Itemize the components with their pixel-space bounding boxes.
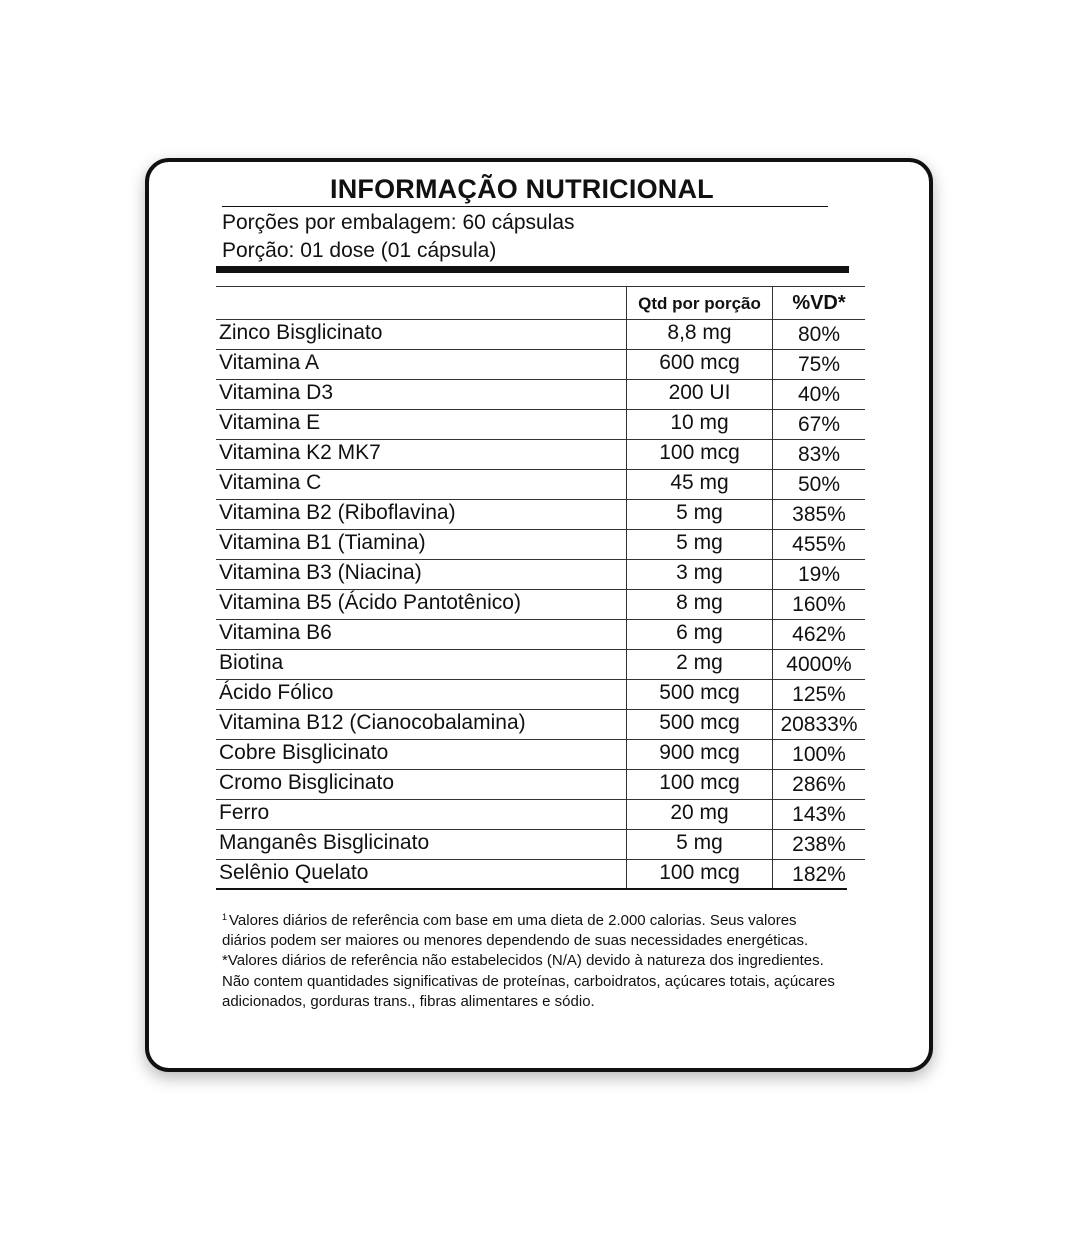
footnote-reference	[222, 907, 842, 951]
column-header-daily-value: %VD*	[792, 292, 846, 314]
table-row	[216, 740, 865, 770]
table-row	[216, 410, 865, 440]
nutrient-name: Vitamina D3	[219, 381, 334, 404]
nutrient-name: Vitamina C	[219, 471, 322, 494]
nutrient-daily-value: 238%	[792, 833, 846, 856]
nutrient-daily-value: 50%	[797, 473, 841, 496]
table-row	[216, 830, 865, 860]
table-row	[216, 530, 865, 560]
nutrient-daily-value: 160%	[792, 593, 846, 616]
nutrient-daily-value: 385%	[792, 503, 846, 526]
nutrient-quantity: 5 mg	[676, 831, 723, 854]
footnotes	[222, 907, 842, 1012]
nutrient-daily-value: 100%	[792, 743, 846, 766]
nutrient-quantity: 3 mg	[676, 561, 723, 584]
title-divider	[222, 206, 828, 207]
nutrient-quantity: 6 mg	[676, 621, 723, 644]
nutrient-daily-value: 83%	[797, 443, 841, 466]
nutrient-quantity: 45 mg	[670, 471, 729, 494]
nutrition-title: INFORMAÇÃO NUTRICIONAL	[330, 174, 714, 204]
nutrient-name: Vitamina B1 (Tiamina)	[219, 531, 426, 554]
nutrient-daily-value: 182%	[792, 863, 846, 886]
nutrient-name: Ferro	[219, 801, 270, 824]
nutrient-daily-value: 286%	[792, 773, 846, 796]
nutrient-daily-value: 40%	[797, 383, 841, 406]
column-header-quantity: Qtd por porção	[638, 294, 761, 313]
nutrient-name: Vitamina B3 (Niacina)	[219, 561, 422, 584]
thick-divider	[216, 266, 849, 273]
nutrient-name: Vitamina B12 (Cianocobalamina)	[219, 711, 526, 734]
nutrient-name: Vitamina E	[219, 411, 321, 434]
nutrient-daily-value: 125%	[792, 683, 846, 706]
nutrient-name: Zinco Bisglicinato	[219, 321, 383, 344]
footnote-marker: 1	[222, 912, 228, 922]
table-row	[216, 320, 865, 350]
serving-size: Porção: 01 dose (01 cápsula)	[222, 239, 497, 262]
table-row	[216, 770, 865, 800]
nutrient-quantity: 100 mcg	[659, 771, 740, 794]
table-top-rule	[216, 286, 865, 287]
nutrient-daily-value: 462%	[792, 623, 846, 646]
nutrient-name: Vitamina K2 MK7	[219, 441, 381, 464]
nutrient-quantity: 8 mg	[676, 591, 723, 614]
table-row	[216, 500, 865, 530]
nutrient-quantity: 20 mg	[670, 801, 729, 824]
nutrient-name: Cobre Bisglicinato	[219, 741, 389, 764]
nutrient-quantity: 200 UI	[668, 381, 731, 404]
nutrient-daily-value: 67%	[797, 413, 841, 436]
nutrient-name: Vitamina A	[219, 351, 320, 374]
nutrient-daily-value: 20833%	[780, 713, 858, 736]
table-row	[216, 620, 865, 650]
table-row	[216, 650, 865, 680]
table-row	[216, 710, 865, 740]
footnote-nutrients: Não contem quantidades significativas de proteínas, carboidratos, açúcares totais, açúcares adicionados, gorduras trans., fibras alimentares e sódio.	[222, 972, 835, 1010]
nutrient-quantity: 900 mcg	[659, 741, 740, 764]
nutrient-daily-value: 4000%	[786, 653, 852, 676]
nutrient-name: Vitamina B6	[219, 621, 332, 644]
nutrient-quantity: 600 mcg	[659, 351, 740, 374]
nutrient-quantity: 5 mg	[676, 531, 723, 554]
nutrient-quantity: 100 mcg	[659, 861, 740, 884]
table-row	[216, 350, 865, 380]
nutrient-daily-value: 75%	[797, 353, 841, 376]
table-row	[216, 470, 865, 500]
table-row	[216, 680, 865, 710]
nutrient-name: Ácido Fólico	[219, 681, 334, 704]
table-row	[216, 440, 865, 470]
nutrient-quantity: 10 mg	[670, 411, 729, 434]
servings-per-package: Porções por embalagem: 60 cápsulas	[222, 211, 575, 234]
footnote-reference-text: Valores diários de referência com base em uma dieta de 2.000 calorias. Seus valores diários podem ser maiores ou menores dependendo de suas necessidades energéticas.	[222, 912, 809, 950]
table-row	[216, 860, 847, 890]
table-row	[216, 800, 865, 830]
table-row	[216, 380, 865, 410]
nutrient-daily-value: 455%	[792, 533, 846, 556]
nutrient-name: Cromo Bisglicinato	[219, 771, 395, 794]
nutrient-quantity: 8,8 mg	[667, 321, 732, 344]
nutrient-quantity: 100 mcg	[659, 441, 740, 464]
nutrient-name: Selênio Quelato	[219, 861, 369, 884]
nutrient-name: Biotina	[219, 651, 284, 674]
nutrient-quantity: 2 mg	[676, 651, 723, 674]
nutrient-name: Vitamina B5 (Ácido Pantotênico)	[219, 591, 521, 614]
nutrient-quantity: 500 mcg	[659, 711, 740, 734]
nutrient-daily-value: 143%	[792, 803, 846, 826]
footnote-asterisk: *Valores diários de referência não estabelecidos (N/A) devido à natureza dos ingredientes.	[222, 952, 824, 970]
nutrient-name: Manganês Bisglicinato	[219, 831, 430, 854]
table-row	[216, 560, 865, 590]
table-row	[216, 590, 865, 620]
nutrient-quantity: 500 mcg	[659, 681, 740, 704]
table-rows	[216, 320, 865, 890]
nutrient-daily-value: 80%	[797, 323, 841, 346]
nutrient-name: Vitamina B2 (Riboflavina)	[219, 501, 456, 524]
nutrient-quantity: 5 mg	[676, 501, 723, 524]
nutrient-daily-value: 19%	[797, 563, 841, 586]
